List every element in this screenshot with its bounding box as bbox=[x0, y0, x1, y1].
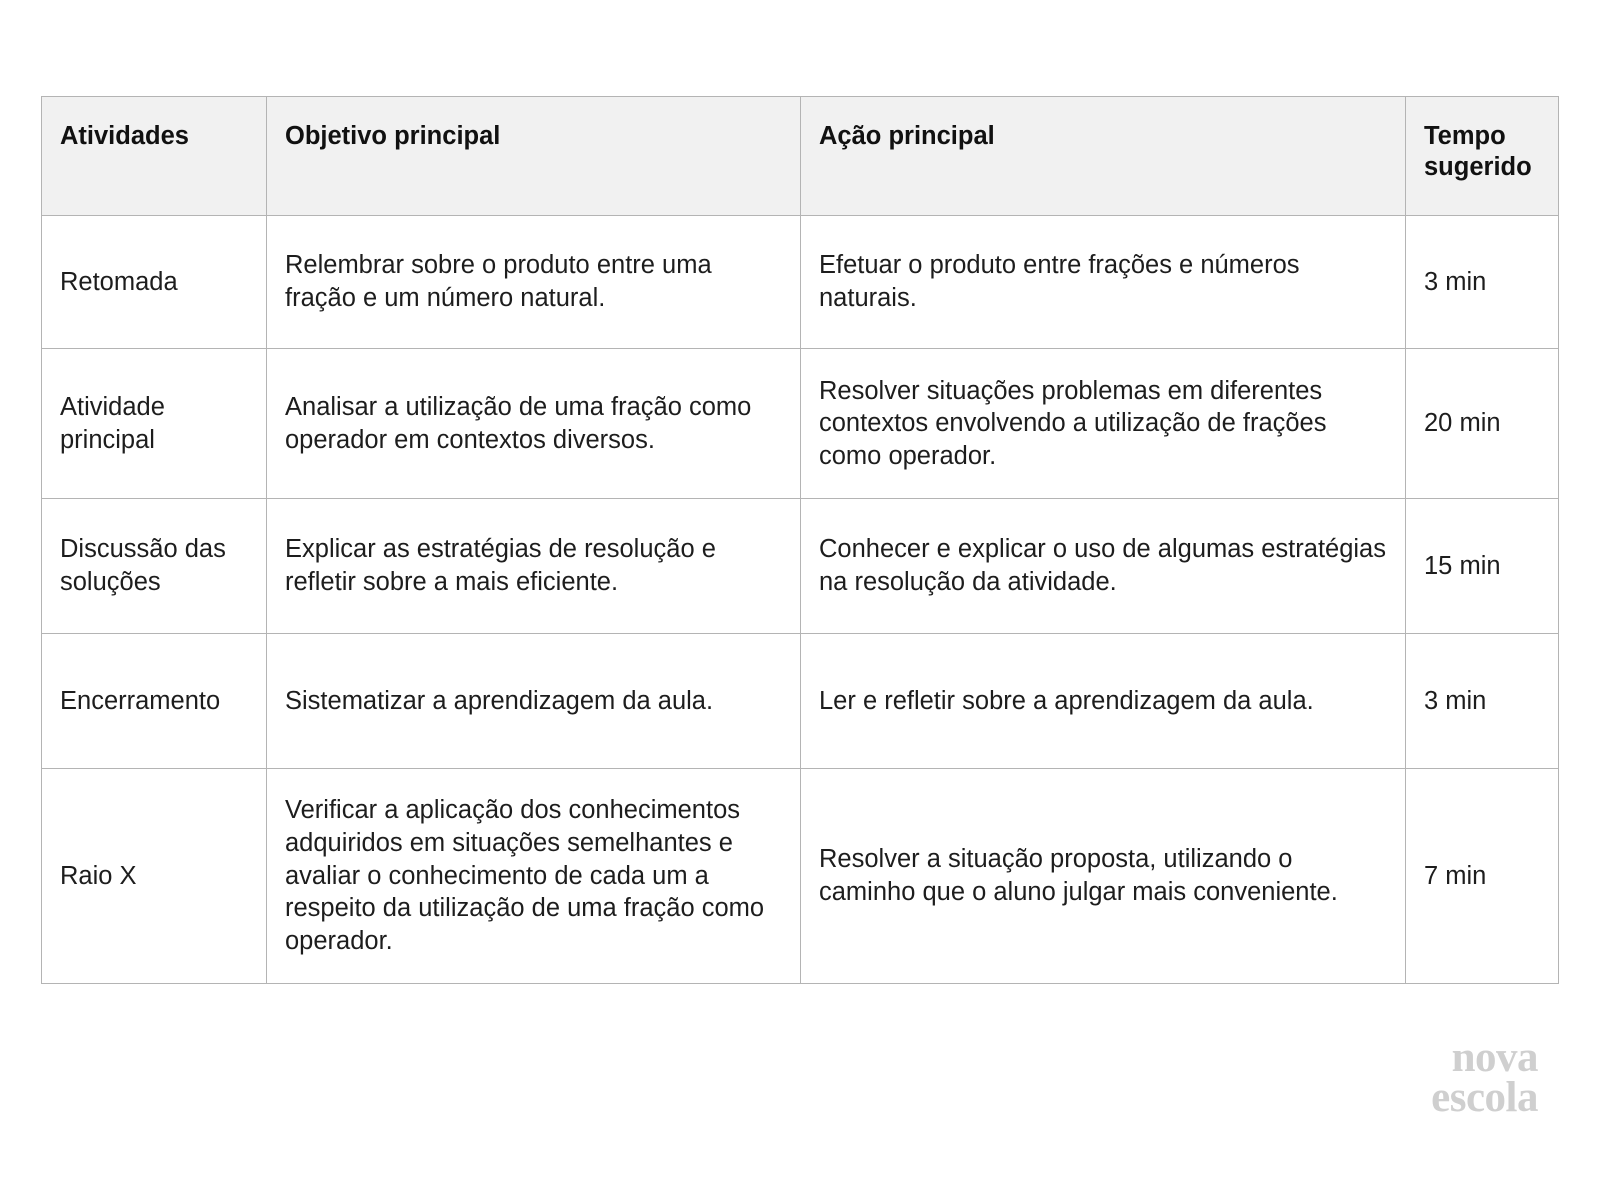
table-row bbox=[42, 634, 1559, 769]
cell-atividade: Raio X bbox=[42, 769, 267, 984]
cell-tempo: 7 min bbox=[1406, 769, 1559, 984]
cell-acao: Resolver situações problemas em diferentes contextos envolvendo a utilização de frações como operador. bbox=[801, 349, 1406, 499]
cell-objetivo: Relembrar sobre o produto entre uma fração e um número natural. bbox=[267, 216, 801, 349]
nova-escola-logo bbox=[1378, 1034, 1538, 1121]
lesson-plan-table bbox=[41, 96, 1559, 984]
cell-tempo: 3 min bbox=[1406, 216, 1559, 349]
cell-objetivo: Analisar a utilização de uma fração como operador em contextos diversos. bbox=[267, 349, 801, 499]
cell-acao: Resolver a situação proposta, utilizando o caminho que o aluno julgar mais conveniente. bbox=[801, 769, 1406, 984]
cell-acao: Efetuar o produto entre frações e números naturais. bbox=[801, 216, 1406, 349]
table-row bbox=[42, 349, 1559, 499]
column-header-tempo-line2: sugerido bbox=[1424, 152, 1532, 181]
column-header-atividades: Atividades bbox=[42, 97, 267, 216]
cell-atividade: Discussão das soluções bbox=[42, 499, 267, 634]
table-header bbox=[42, 97, 1559, 216]
logo-line-escola: escola bbox=[1431, 1073, 1538, 1121]
column-header-tempo bbox=[1406, 97, 1559, 216]
cell-atividade: Retomada bbox=[42, 216, 267, 349]
cell-tempo: 3 min bbox=[1406, 634, 1559, 769]
table-row bbox=[42, 499, 1559, 634]
logo-line-nova: nova bbox=[1451, 1034, 1538, 1081]
cell-tempo: 20 min bbox=[1406, 349, 1559, 499]
cell-objetivo: Explicar as estratégias de resolução e refletir sobre a mais eficiente. bbox=[267, 499, 801, 634]
column-header-acao: Ação principal bbox=[801, 97, 1406, 216]
cell-atividade: Encerramento bbox=[42, 634, 267, 769]
cell-atividade: Atividade principal bbox=[42, 349, 267, 499]
cell-acao: Conhecer e explicar o uso de algumas estratégias na resolução da atividade. bbox=[801, 499, 1406, 634]
column-header-objetivo: Objetivo principal bbox=[267, 97, 801, 216]
cell-objetivo: Sistematizar a aprendizagem da aula. bbox=[267, 634, 801, 769]
column-header-tempo-line1: Tempo bbox=[1424, 122, 1506, 150]
cell-tempo: 15 min bbox=[1406, 499, 1559, 634]
table-row bbox=[42, 769, 1559, 984]
table-row bbox=[42, 216, 1559, 349]
table-body bbox=[42, 216, 1559, 984]
cell-acao: Ler e refletir sobre a aprendizagem da aula. bbox=[801, 634, 1406, 769]
table-header-row bbox=[42, 97, 1559, 216]
cell-objetivo: Verificar a aplicação dos conhecimentos adquiridos em situações semelhantes e avaliar o conhecimento de cada um a respeito da utilização de uma fração como operador. bbox=[267, 769, 801, 984]
